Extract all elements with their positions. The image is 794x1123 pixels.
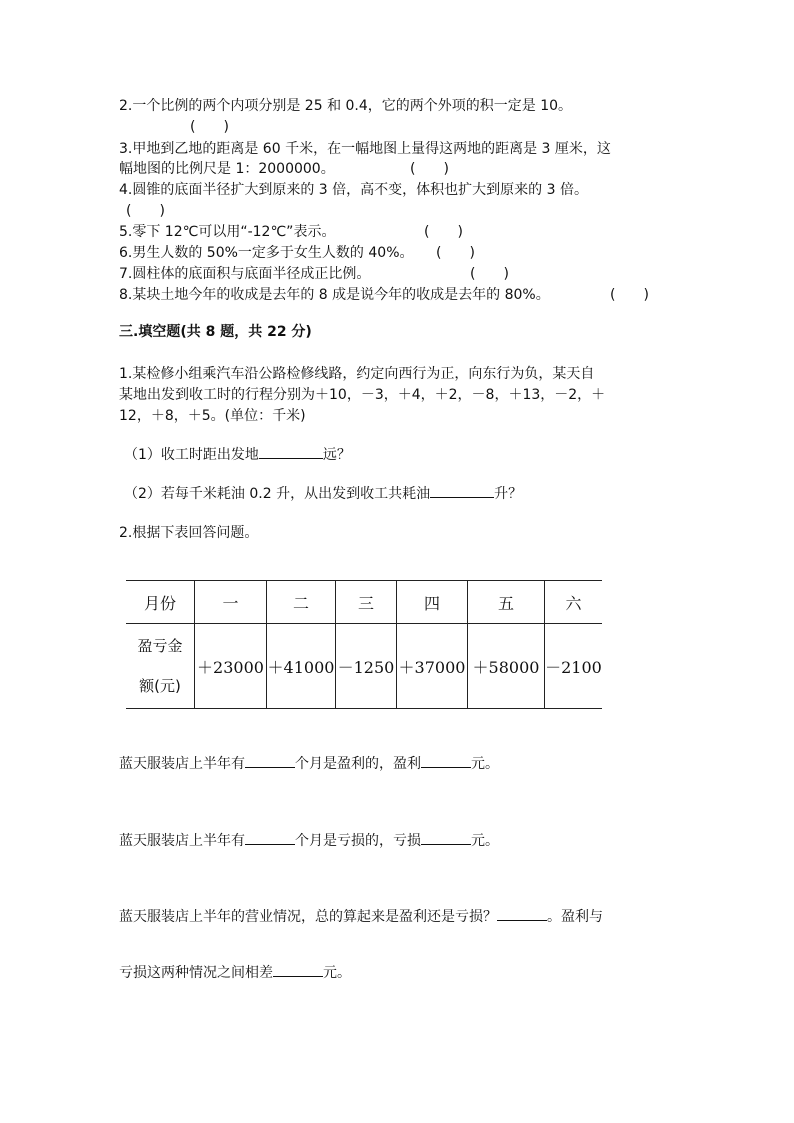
answer-blank[interactable] — [245, 830, 295, 845]
table-value-cell: －2100 — [545, 624, 603, 709]
answer-paren[interactable]: ( ) — [470, 266, 509, 282]
answer-paren[interactable]: ( ) — [126, 203, 165, 219]
table-value-cell: ＋37000 — [397, 624, 468, 709]
judgment-q7-paren[interactable] — [470, 264, 509, 284]
answer-paren[interactable]: ( ) — [190, 119, 229, 135]
judgment-q5 — [119, 222, 335, 242]
judgment-q4-text: 4.圆锥的底面半径扩大到原来的 3 倍，高不变，体积也扩大到原来的 3 倍。 — [119, 182, 588, 198]
table-data-row — [126, 624, 602, 709]
answer-line-4 — [119, 962, 351, 983]
fill-q1-line1 — [119, 364, 594, 384]
judgment-q8-paren[interactable] — [610, 285, 649, 305]
table-value-cell: ＋23000 — [195, 624, 267, 709]
judgment-q5-paren[interactable] — [424, 222, 463, 242]
table-month-cell: 四 — [397, 581, 468, 624]
answer-blank[interactable] — [421, 753, 471, 768]
table-month-cell: 一 — [195, 581, 267, 624]
section-title — [119, 322, 312, 342]
judgment-q7 — [119, 264, 370, 284]
answer-line-2 — [119, 830, 499, 851]
table-value-cell: ＋58000 — [468, 624, 545, 709]
fill-q1-sub2 — [124, 483, 522, 504]
sub-question-text: （1）收工时距出发地 — [124, 447, 259, 463]
sub-question-text-end: 升？ — [494, 486, 523, 502]
judgment-q3-line2 — [119, 159, 335, 179]
table-value-cell: －1250 — [336, 624, 397, 709]
table-month-cell: 二 — [267, 581, 336, 624]
judgment-q6 — [119, 243, 414, 263]
row-label-line2: 额(元) — [139, 677, 181, 695]
answer-text: 蓝天服装店上半年的营业情况，总的算起来是盈利还是亏损？ — [119, 909, 497, 925]
table-header-row — [126, 581, 602, 624]
table-header-label: 月份 — [126, 581, 195, 624]
answer-blank[interactable] — [497, 906, 547, 921]
judgment-q5-text: 5.零下 12℃可以用“-12℃”表示。 — [119, 224, 336, 240]
answer-text: 亏损这两种情况之间相差 — [119, 965, 273, 981]
answer-text: 蓝天服装店上半年有 — [119, 756, 245, 772]
fill-q1-line2 — [119, 385, 605, 405]
judgment-q2-text: 2.一个比例的两个内项分别是 25 和 0.4，它的两个外项的积一定是 10。 — [119, 98, 573, 114]
profit-loss-table — [126, 580, 602, 709]
answer-paren[interactable]: ( ) — [436, 245, 475, 261]
answer-text-mid: 个月是盈利的，盈利 — [295, 756, 421, 772]
table-month-cell: 六 — [545, 581, 603, 624]
answer-line-3 — [119, 906, 603, 927]
judgment-q3-paren[interactable] — [410, 159, 449, 179]
answer-text-end: 元。 — [323, 965, 351, 981]
judgment-q4-paren[interactable] — [126, 201, 165, 221]
fill-q1-text-2: 某地出发到收工时的行程分别为＋10，－3，＋4，＋2，－8，＋13，－2，＋ — [119, 387, 606, 403]
table-month-cell: 五 — [468, 581, 545, 624]
judgment-q6-paren[interactable] — [436, 243, 475, 263]
answer-text-mid: 个月是亏损的，亏损 — [295, 833, 421, 849]
fill-q2-text: 2.根据下表回答问题。 — [119, 525, 259, 541]
sub-question-text: （2）若每千米耗油 0.2 升，从出发到收工共耗油 — [124, 486, 431, 502]
answer-line-1 — [119, 753, 499, 774]
answer-blank[interactable] — [259, 444, 323, 459]
fill-q2 — [119, 523, 258, 543]
table-month-cell: 三 — [336, 581, 397, 624]
answer-blank[interactable] — [273, 962, 323, 977]
answer-text: 蓝天服装店上半年有 — [119, 833, 245, 849]
table-row-label — [126, 624, 195, 709]
judgment-q8-text: 8.某块土地今年的收成是去年的 8 成是说今年的收成是去年的 80%。 — [119, 287, 550, 303]
answer-blank[interactable] — [430, 483, 494, 498]
row-label-line1: 盈亏金 — [137, 637, 183, 655]
fill-q1-line3 — [119, 406, 306, 426]
fill-q1-sub1 — [124, 444, 351, 465]
answer-paren[interactable]: ( ) — [424, 224, 463, 240]
answer-text-end: 。盈利与 — [547, 909, 603, 925]
table-value-cell: ＋41000 — [267, 624, 336, 709]
section-title-text: 三.填空题(共 8 题，共 22 分) — [119, 324, 312, 340]
judgment-q2-paren[interactable] — [190, 117, 229, 137]
fill-q1-text-3: 12，＋8，＋5。(单位：千米) — [119, 408, 306, 424]
judgment-q8 — [119, 285, 550, 305]
judgment-q3-text-2: 幅地图的比例尺是 1：2000000。 — [119, 161, 335, 177]
answer-blank[interactable] — [245, 753, 295, 768]
sub-question-text-end: 远？ — [322, 447, 351, 463]
judgment-q4 — [119, 180, 588, 200]
answer-paren[interactable]: ( ) — [610, 287, 649, 303]
answer-paren[interactable]: ( ) — [410, 161, 449, 177]
fill-q1-text: 1.某检修小组乘汽车沿公路检修线路，约定向西行为正，向东行为负，某天自 — [119, 366, 595, 382]
answer-text-end: 元。 — [471, 833, 499, 849]
answer-blank[interactable] — [421, 830, 471, 845]
judgment-q3-line1 — [119, 139, 611, 159]
judgment-q7-text: 7.圆柱体的底面积与底面半径成正比例。 — [119, 266, 371, 282]
judgment-q6-text: 6.男生人数的 50%一定多于女生人数的 40%。 — [119, 245, 414, 261]
judgment-q3-text: 3.甲地到乙地的距离是 60 千米，在一幅地图上量得这两地的距离是 3 厘米，这 — [119, 141, 611, 157]
judgment-q2 — [119, 96, 572, 116]
answer-text-end: 元。 — [471, 756, 499, 772]
